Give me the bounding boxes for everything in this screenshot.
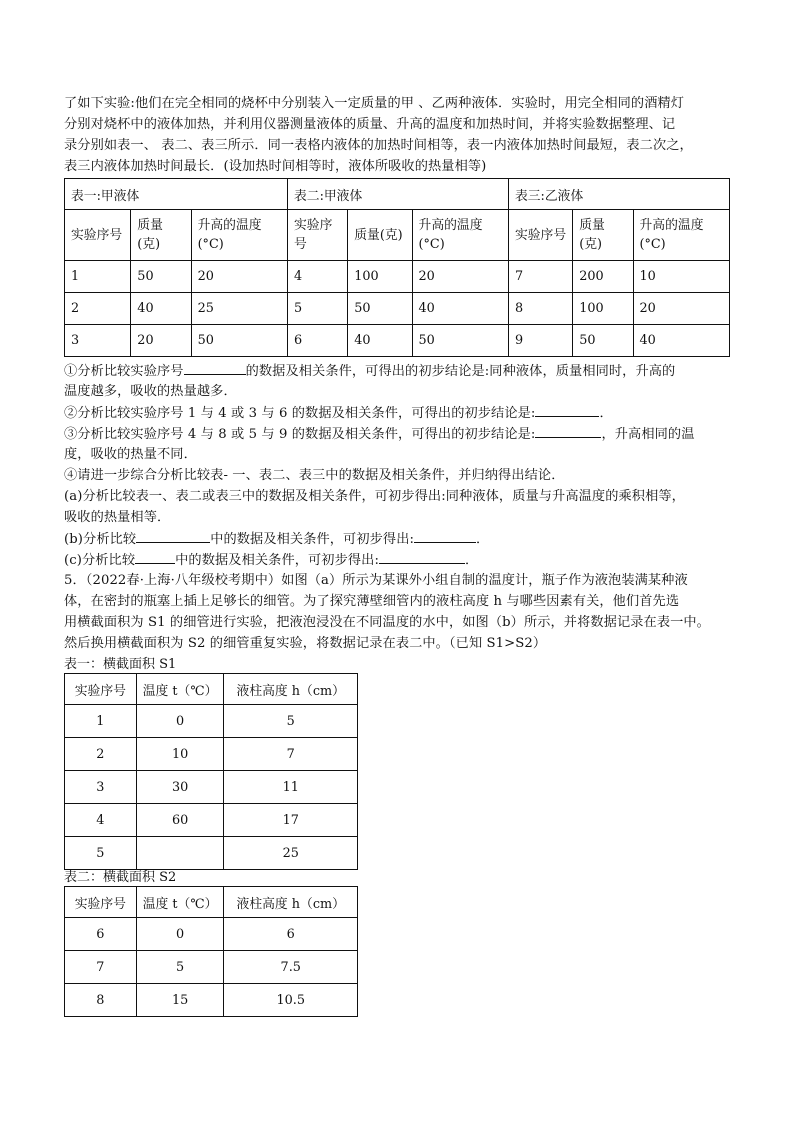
question-text: 中的数据及相关条件，可初步得出:	[175, 553, 379, 568]
table-row	[65, 918, 358, 951]
table-cell: 25	[224, 837, 358, 870]
table-cell: 5	[65, 837, 137, 870]
table-cell: 20	[191, 261, 287, 293]
question-a: (a)分析比较表一、表二或表三中的数据及相关条件，可初步得出:同种液体，质量与升高温度的乘积相等，	[64, 489, 685, 504]
table-cell: 100	[573, 293, 633, 325]
table-cell: 1	[65, 261, 131, 293]
answer-blank[interactable]	[184, 360, 246, 375]
table-row	[65, 738, 358, 771]
table-cell: 6	[224, 918, 358, 951]
table-cell: 2	[65, 738, 137, 771]
question-text: ①分析比较实验序号	[64, 364, 184, 379]
table-cell	[136, 837, 224, 870]
table-cell: 10	[633, 261, 730, 293]
table-row	[65, 705, 358, 738]
problem-line: 5．（2022春·上海·八年级校考期中）如图（a）所示为某课外小组自制的温度计，瓶子作为液泡装满某种液	[64, 573, 688, 588]
intro-paragraph	[64, 93, 732, 177]
table-cell: 4	[287, 261, 347, 293]
table-cell: 20	[131, 325, 191, 357]
answer-blank[interactable]	[136, 528, 210, 543]
table-cell: 17	[224, 804, 358, 837]
column-header: 温度 t（℃）	[136, 674, 224, 705]
table-caption: 表二：横截面积 S2	[64, 870, 177, 885]
table-cell: 15	[136, 984, 224, 1017]
table-cell: 10.5	[224, 984, 358, 1017]
intro-line: 分别对烧杯中的液体加热，并利用仪器测量液体的质量、升高的温度和加热时间，并将实验数据整理、记	[64, 117, 676, 132]
question-text: ，升高相同的温	[601, 427, 695, 442]
table-cell: 6	[65, 918, 137, 951]
question-1	[64, 360, 732, 381]
answer-blank[interactable]	[135, 549, 175, 564]
problem-5	[64, 570, 732, 654]
table-cell: 1	[65, 705, 137, 738]
question-text: ．	[476, 532, 490, 547]
column-header: 实验序号	[508, 210, 572, 261]
table-cell: 9	[508, 325, 572, 357]
table-cell: 3	[65, 771, 137, 804]
question-3	[64, 423, 732, 444]
table-cell: 40	[412, 293, 508, 325]
column-header: 液柱高度 h（cm）	[224, 674, 358, 705]
column-header: 实验序号	[287, 210, 347, 261]
answer-blank[interactable]	[535, 423, 601, 438]
table-cell: 7	[65, 951, 137, 984]
question-4: ④请进一步综合分析比较表- 一、表二、表三中的数据及相关条件，并归纳得出结论．	[64, 468, 565, 483]
table-caption: 表一：横截面积 S1	[64, 657, 177, 672]
table-cell: 40	[633, 325, 730, 357]
column-header: 质量(克)	[348, 210, 412, 261]
table-cell: 60	[136, 804, 224, 837]
question-text: ．	[599, 406, 613, 421]
table-cell: 50	[191, 325, 287, 357]
questions-block	[64, 360, 732, 570]
question-text: (c)分析比较	[64, 553, 136, 568]
table-cell: 40	[131, 293, 191, 325]
table-cell: 5	[136, 951, 224, 984]
table-cell: 100	[348, 261, 412, 293]
table-cell: 4	[65, 804, 137, 837]
table-cell: 8	[65, 984, 137, 1017]
question-c	[64, 549, 732, 570]
question-text: 中的数据及相关条件，可初步得出:	[210, 532, 415, 547]
table-title: 表三:乙液体	[508, 179, 729, 210]
table-cell: 30	[136, 771, 224, 804]
column-header: 实验序号	[65, 210, 131, 261]
column-header: 升高的温度(°C)	[633, 210, 730, 261]
table-row	[65, 951, 358, 984]
table-title: 表二:甲液体	[287, 179, 508, 210]
table-cell: 7	[224, 738, 358, 771]
table-cell: 50	[573, 325, 633, 357]
answer-blank[interactable]	[535, 402, 599, 417]
table-cell: 0	[136, 918, 224, 951]
table-cell: 20	[633, 293, 730, 325]
table-row	[65, 771, 358, 804]
intro-line: 表三内液体加热时间最长．(设加热时间相等时，液体所吸收的热量相等)	[64, 159, 487, 174]
table-cell: 11	[224, 771, 358, 804]
column-header: 液柱高度 h（cm）	[224, 887, 358, 918]
table-cell: 3	[65, 325, 131, 357]
table-cell: 200	[573, 261, 633, 293]
table-cell: 10	[136, 738, 224, 771]
table-row	[65, 804, 358, 837]
table-row	[65, 293, 730, 325]
question-text: 吸收的热量相等．	[64, 510, 171, 525]
question-text: (b)分析比较	[64, 532, 137, 547]
question-2	[64, 402, 732, 423]
question-text: ②分析比较实验序号 1 与 4 或 3 与 6 的数据及相关条件，可得出的初步结论是:	[64, 406, 536, 421]
table-cell: 7.5	[224, 951, 358, 984]
table-cell: 6	[287, 325, 347, 357]
column-header: 升高的温度(°C)	[412, 210, 508, 261]
problem-line: 用横截面积为 S1 的细管进行实验，把液泡浸没在不同温度的水中，如图（b）所示，并将数据记录在表一中。	[64, 615, 710, 630]
table-cell: 5	[224, 705, 358, 738]
answer-blank[interactable]	[414, 528, 476, 543]
intro-line: 录分别如表一、 表二、表三所示．同一表格内液体的加热时间相等，表一内液体加热时间最短，表二次之，	[64, 138, 693, 153]
table-cell: 8	[508, 293, 572, 325]
table-s2	[64, 886, 358, 1017]
column-header: 升高的温度(°C)	[191, 210, 287, 261]
table-cell: 50	[412, 325, 508, 357]
table-cell: 2	[65, 293, 131, 325]
problem-line: 体，在密封的瓶塞上插上足够长的细管。为了探究薄壁细管内的液柱高度 h 与哪些因素有关，他们首先选	[64, 594, 680, 609]
table-row	[65, 261, 730, 293]
table-cell: 0	[136, 705, 224, 738]
column-header: 质量(克)	[573, 210, 633, 261]
table-cell: 25	[191, 293, 287, 325]
table-s1	[64, 673, 358, 870]
table-cell: 5	[287, 293, 347, 325]
table-cell: 20	[412, 261, 508, 293]
table-cell: 50	[131, 261, 191, 293]
question-text: 度，吸收的热量不同．	[64, 447, 197, 462]
question-text: 的数据及相关条件，可得出的初步结论是:同种液体，质量相同时，升高的	[245, 364, 676, 379]
table-row	[65, 325, 730, 357]
column-header: 温度 t（℃）	[136, 887, 224, 918]
question-text: 温度越多，吸收的热量越多．	[64, 384, 237, 399]
column-header: 实验序号	[65, 674, 137, 705]
table-row	[65, 984, 358, 1017]
intro-line: 了如下实验:他们在完全相同的烧杯中分别装入一定质量的甲 、乙两种液体．实验时，用完全相同的酒精灯	[64, 96, 685, 111]
column-header: 质量(克)	[131, 210, 191, 261]
table-title: 表一:甲液体	[65, 179, 288, 210]
question-text: ．	[465, 553, 479, 568]
answer-blank[interactable]	[379, 549, 465, 564]
question-text: ③分析比较实验序号 4 与 8 或 5 与 9 的数据及相关条件，可得出的初步结论是:	[64, 427, 536, 442]
column-header: 实验序号	[65, 887, 137, 918]
heat-experiment-table	[64, 178, 730, 357]
table-row	[65, 837, 358, 870]
table-cell: 7	[508, 261, 572, 293]
table-cell: 40	[348, 325, 412, 357]
problem-line: 然后换用横截面积为 S2 的细管重复实验，将数据记录在表二中。（已知 S1>S2）	[64, 636, 547, 651]
question-b	[64, 528, 732, 549]
table-cell: 50	[348, 293, 412, 325]
